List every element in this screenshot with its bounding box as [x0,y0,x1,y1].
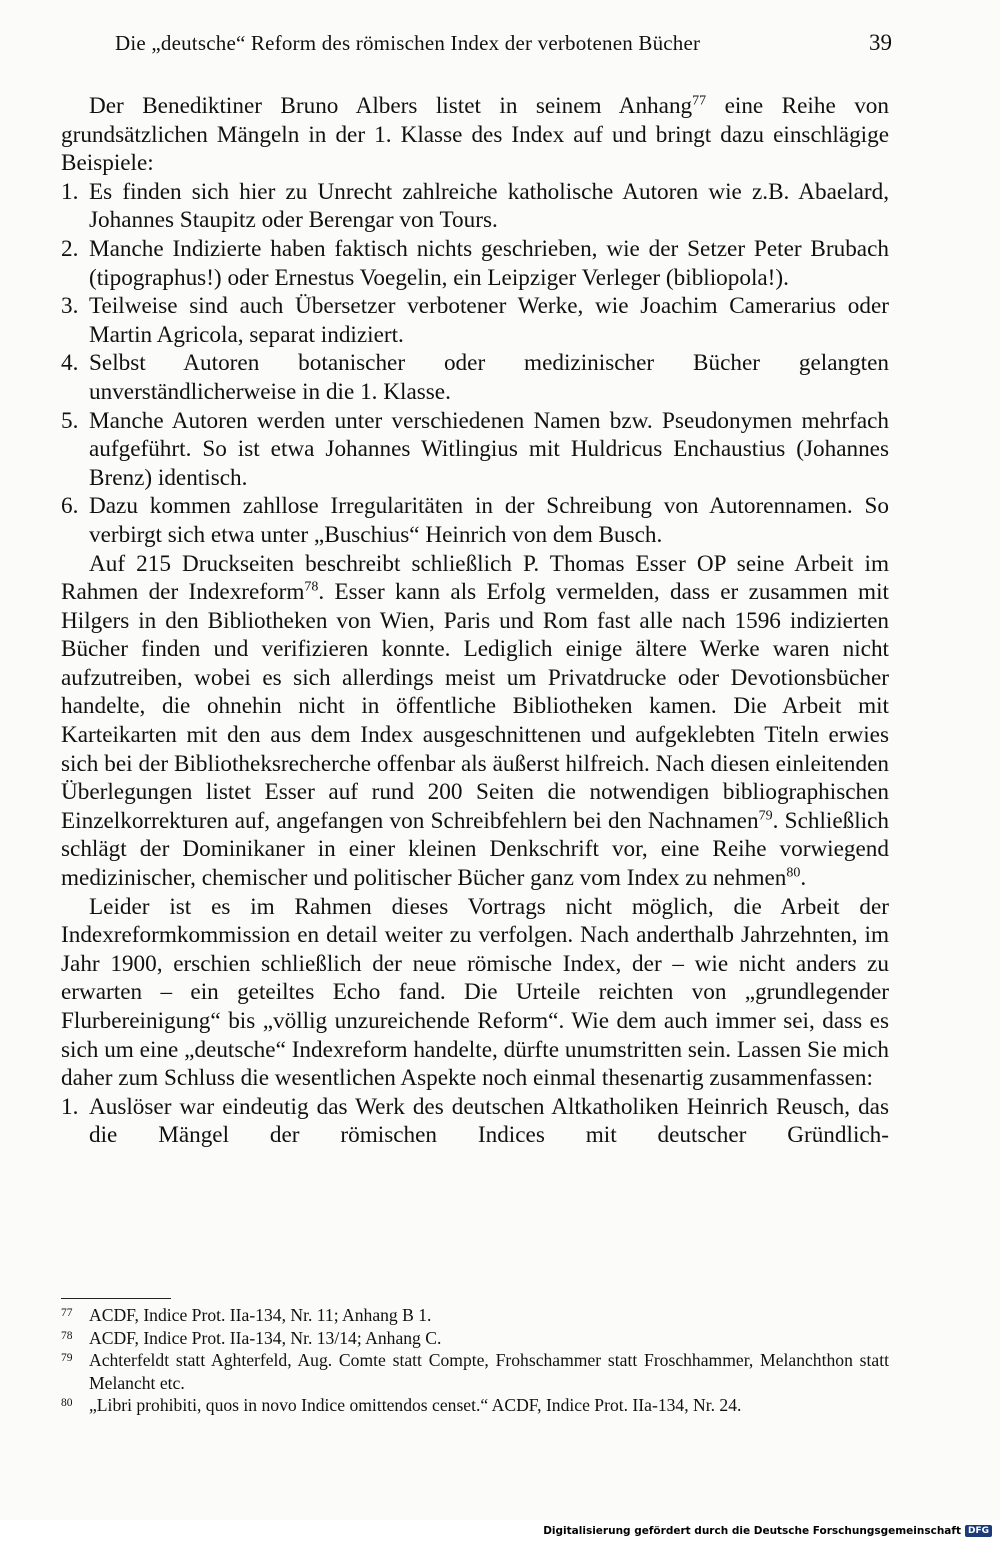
running-header [115,30,892,62]
footnote: 79 Achterfeldt statt Aghterfeld, Aug. Comte statt Compte, Frohschammer statt Froschhammer, Melanchthon statt Melancht etc. [61,1350,889,1393]
list-item: 4. Selbst Autoren botanischer oder medizinischer Bücher gelangten unverständlicherweise in die 1. Klasse. [61,350,889,405]
digitization-credit [543,1525,992,1537]
footnote-ref[interactable]: 77 [692,93,707,109]
footnote-divider [61,1298,171,1299]
running-title: Die „deutsche“ Reform des römischen Index der verbotenen Bücher [115,31,701,55]
footnote: 78 ACDF, Indice Prot. IIa-134, Nr. 13/14; Anhang C. [61,1327,442,1348]
footnote: 77 ACDF, Indice Prot. IIa-134, Nr. 11; Anhang B 1. [61,1305,432,1325]
defects-list [61,178,889,550]
list-item: 5. Manche Autoren werden unter verschiedenen Namen bzw. Pseudonymen mehrfach aufgeführt. So ist etwa Johannes Witlingius mit Huldricus Enchaustius (Johannes Brenz) identisch. [61,407,889,491]
esser-paragraph: Auf 215 Druckseiten beschreibt schließlich P. Thomas Esser OP seine Arbeit im Rahmen der Indexreform$^{78}$. Esser kann als Erfolg vermelden, dass er zusammen mit Hilgers in den Bibliotheken von Wien, Paris und Rom fast alle nach 1596 indizierten Bücher finden und verifizieren konnte. Lediglich einige ältere Werke waren nicht aufzutreiben, wobei es sich allerdings meist um Privatdrucke oder Devotionsbücher handelte, die ohnehin nicht in öffentliche Bibliotheken kamen. Die Arbeit mit Karteikarten mit den aus dem Index ausgeschnittenen und aufgeklebten Titeln erwies sich bei der Bibliotheksrecherche offenbar als äußerst hilfreich. Nach diesen einleitenden Überlegungen listet Esser auf rund 200 Seiten die notwendigen bibliographischen Einzelkorrekturen auf, angefangen von Schreibfehlern bei den Nachnamen$^{79}$. Schließlich schlägt der Dominikaner in einer kleinen Denkschrift vor, eine Reihe vorwiegend medizinischer, chemischer und politischer Bücher ganz vom Index zu nehmen$^{80}$. [61,550,889,892]
list-item: 3. Teilweise sind auch Übersetzer verbotener Werke, wie Joachim Camerarius oder Martin Agricola, separat indiziert. [61,293,889,348]
intro-paragraph: Der Benediktiner Bruno Albers listet in seinem Anhang$^{77}$ eine Reihe von grundsätzlichen Mängeln in der 1. Klasse des Index auf und bringt dazu einschlägige Beispiele: [61,93,889,177]
page-number: 39 [869,30,892,55]
footnote: 80 „Libri prohibiti, quos in novo Indice omittendos censet.“ ACDF, Indice Prot. IIa-134, Nr. 24. [61,1395,742,1415]
theses-list [61,1093,889,1150]
list-item: 1. Es finden sich hier zu Unrecht zahlreiche katholische Autoren wie z.B. Abaelard, Johannes Staupitz oder Berengar von Tours. [61,178,889,234]
footnote-ref[interactable]: 78 [304,579,319,595]
list-item: 6. Dazu kommen zahllose Irregularitäten in der Schreibung von Autorennamen. So verbirgt sich etwa unter „Buschius“ Heinrich von dem Busch. [61,493,889,548]
main-text [61,92,889,1150]
list-item: 2. Manche Indizierte haben faktisch nichts geschrieben, wie der Setzer Peter Brubach (tipographus!) oder Ernestus Voegelin, ein Leipziger Verleger (bibliopola!). [61,235,889,291]
footnotes [61,1304,889,1417]
list-item: 1. Auslöser war eindeutig das Werk des deutschen Altkatholiken Heinrich Reusch, das die Mängel der römischen Indices mit deutscher Gründlich- [61,1093,889,1149]
summary-paragraph: Leider ist es im Rahmen dieses Vortrags nicht möglich, die Arbeit der Indexreformkommission en detail weiter zu verfolgen. Nach anderthalb Jahrzehnten, im Jahr 1900, erschien schließlich der neue römische Index, der – wie nicht anders zu erwarten – ein geteiltes Echo fand. Die Urteile reichten von „grundlegender Flurbereinigung“ bis „völlig unzureichende Reform“. Wie dem auch immer sei, dass es sich um eine „deutsche“ Indexreform handelte, dürfte unumstritten sein. Lassen Sie mich daher zum Schluss die wesentlichen Aspekte noch einmal thesenartig zusammenfassen: [61,893,889,1092]
footnote-ref[interactable]: 79 [758,808,773,824]
credit-text: Digitalisierung gefördert durch die Deutsche Forschungsgemeinschaft [543,1525,961,1537]
dfg-logo: DFG [965,1525,992,1537]
footnote-ref[interactable]: 80 [786,865,801,881]
